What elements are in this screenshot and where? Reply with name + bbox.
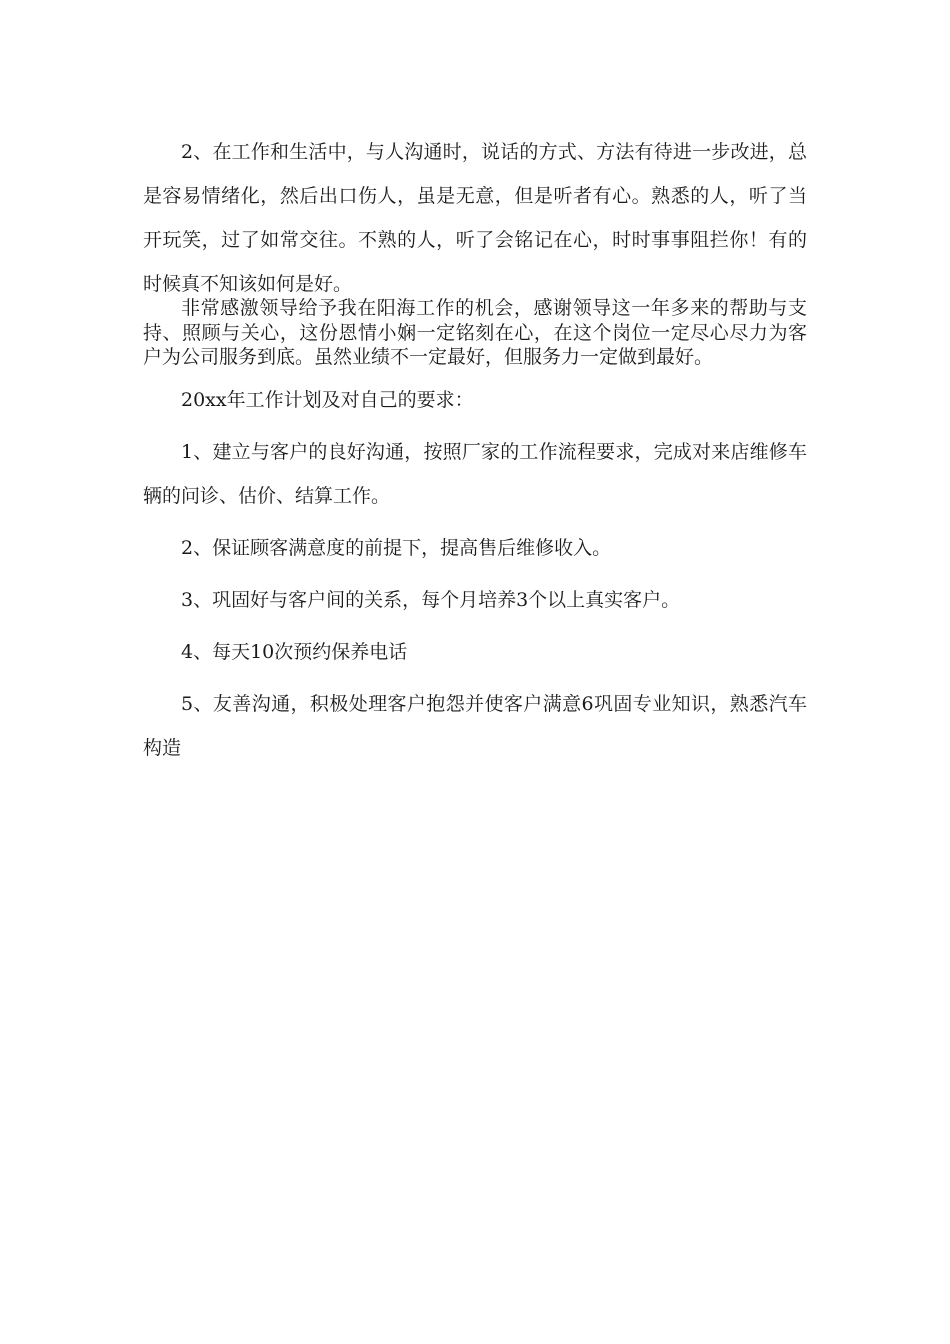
plan-item-3 (143, 578, 807, 622)
paragraph-communication-improvement (143, 130, 807, 306)
paragraph-text: 非常感激领导给予我在阳海工作的机会，感谢领导这一年多来的帮助与支持、照顾与关心，这份恩情小娴一定铭刻在心，在这个岗位一定尽心尽力为客户为公司服务到底。虽然业绩不一定最好，但服务力一定做到最好。 (143, 297, 807, 368)
paragraph-text: 1、建立与客户的良好沟通，按照厂家的工作流程要求，完成对来店维修车辆的问诊、估价、结算工作。 (143, 440, 807, 507)
plan-item-1 (143, 430, 807, 518)
paragraph-text: 4、每天10次预约保养电话 (181, 640, 408, 663)
paragraph-plan-heading (143, 378, 807, 422)
paragraph-gratitude (143, 296, 807, 370)
plan-item-4 (143, 630, 807, 674)
paragraph-text: 3、巩固好与客户间的关系，每个月培养3个以上真实客户。 (181, 588, 681, 611)
plan-item-2 (143, 526, 807, 570)
paragraph-text: 2、保证顾客满意度的前提下，提高售后维修收入。 (181, 536, 612, 559)
paragraph-text: 5、友善沟通，积极处理客户抱怨并使客户满意6巩固专业知识，熟悉汽车构造 (143, 692, 807, 759)
paragraph-text: 20xx年工作计划及对自己的要求： (181, 388, 474, 411)
paragraph-text: 2、在工作和生活中，与人沟通时，说话的方式、方法有待进一步改进，总是容易情绪化，然后出口伤人，虽是无意，但是听者有心。熟悉的人，听了当开玩笑，过了如常交往。不熟的人，听了会铭记在心，时时事事阻拦你！有的时候真不知该如何是好。 (143, 141, 807, 295)
document-body (143, 130, 807, 770)
plan-item-5 (143, 682, 807, 770)
